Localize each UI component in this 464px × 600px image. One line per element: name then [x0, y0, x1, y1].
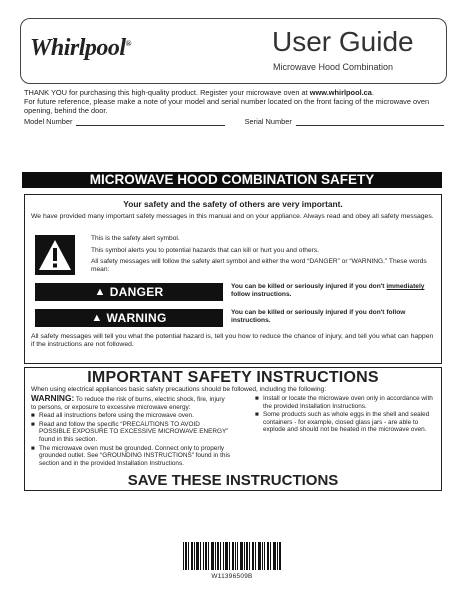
- warning-description: You can be killed or seriously injured if you don't follow instructions.: [231, 309, 406, 324]
- intro-text: THANK YOU for purchasing this high-quality product. Register your microwave oven at www.whirlpool.ca. For future reference, please make a note of your model and serial number located on the front facing of the microwave oven opening, behind the door.: [24, 88, 430, 115]
- serial-number-field[interactable]: [296, 117, 444, 126]
- model-serial-row: [24, 117, 444, 126]
- page-title: User Guide: [272, 26, 414, 57]
- safety-box: [24, 194, 442, 364]
- important-title: IMPORTANT SAFETY INSTRUCTIONS: [87, 369, 379, 386]
- safety-heading: Your safety and the safety of others are very important.: [123, 199, 343, 209]
- safety-alert-icon: [35, 235, 75, 275]
- barcode-number: W11396509B: [211, 573, 253, 580]
- alert-words-text: All safety messages will follow the safety alert symbol and either the word “DANGER” or “WARNING.” These words mean:: [91, 258, 427, 273]
- save-instructions-title: SAVE THESE INSTRUCTIONS: [127, 472, 339, 489]
- registration-link[interactable]: www.whirlpool.ca: [309, 88, 372, 97]
- alert-symbol-text: This is the safety alert symbol.: [91, 235, 180, 242]
- list-item: ■ Install or locate the microwave oven only in accordance with the provided Installation Instructions.: [255, 395, 433, 410]
- warning-alert-icon: ▲: [91, 312, 103, 324]
- danger-description: You can be killed or seriously injured if you don't immediately follow instructions.: [231, 283, 425, 298]
- list-item: ■ The microwave oven must be grounded. Connect only to properly grounded outlet. See “GROUNDING INSTRUCTIONS” found in this section and in the provided Installation Instructions.: [31, 444, 231, 467]
- model-number-field[interactable]: [76, 117, 224, 126]
- serial-number-label: Serial Number: [244, 117, 292, 126]
- model-number-label: Model Number: [24, 117, 73, 126]
- warning-label: ▲ WARNING: [35, 309, 223, 327]
- warning-statement: WARNING: To reduce the risk of burns, electric shock, fire, injury to persons, or exposure to excessive microwave energy:: [31, 393, 225, 411]
- instructions-left-column: [31, 395, 231, 468]
- list-item: ■ Some products such as whole eggs in the shell and sealed containers - for example, closed glass jars - are able to explode and should not be heated in the microwave oven.: [255, 411, 430, 434]
- danger-label: ▲ DANGER: [35, 283, 223, 301]
- safety-closing-text: All safety messages will tell you what the potential hazard is, tell you how to reduce the chance of injury, and tell you what can happen if the instructions are not followed.: [31, 333, 434, 349]
- list-item: ■ Read and follow the specific “PRECAUTIONS TO AVOID POSSIBLE EXPOSURE TO EXCESSIVE MICROWAVE ENERGY” found in this section.: [31, 420, 229, 443]
- safety-banner: [22, 172, 442, 188]
- alert-hazard-text: This symbol alerts you to potential hazards that can kill or hurt you and others.: [91, 247, 319, 254]
- danger-alert-icon: ▲: [94, 286, 106, 298]
- instructions-right-column: [255, 395, 435, 435]
- list-item: ■ Read all instructions before using the microwave oven.: [31, 412, 194, 420]
- important-instructions-box: [24, 367, 442, 491]
- page-subtitle: Microwave Hood Combination: [273, 62, 394, 72]
- safety-banner-title: MICROWAVE HOOD COMBINATION SAFETY: [89, 172, 375, 187]
- barcode-icon: [181, 542, 283, 570]
- safety-intro-text: We have provided many important safety messages in this manual and on your appliance. Always read and obey all safety messages.: [31, 213, 434, 220]
- important-intro: When using electrical appliances basic safety precautions should be followed, including the following:: [31, 386, 327, 393]
- whirlpool-logo: Whirlpool®: [30, 35, 132, 61]
